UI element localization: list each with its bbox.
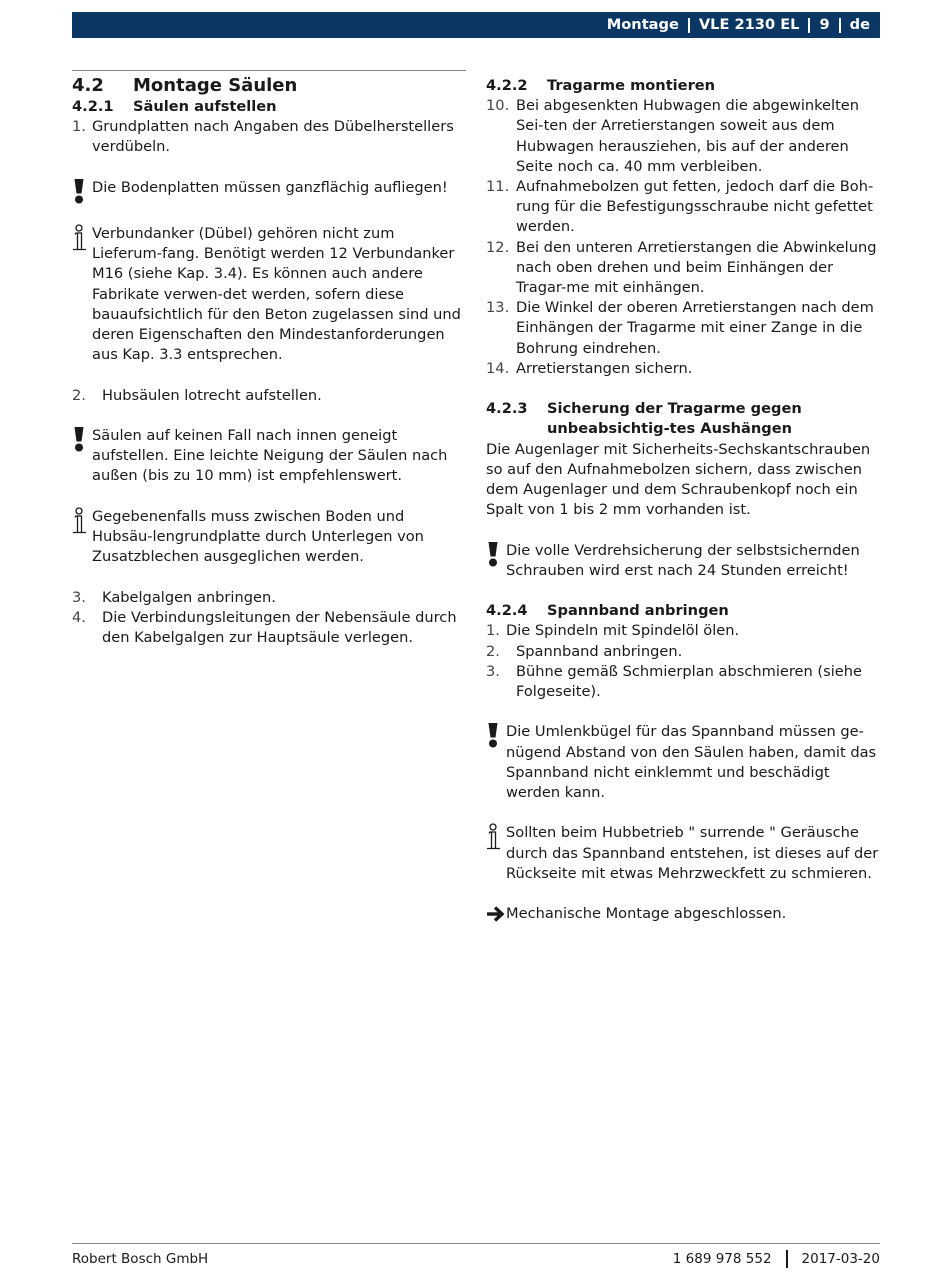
- warning-text: Säulen auf keinen Fall nach innen geneigt aufstellen. Eine leichte Neigung der Säulen nach außen (bis zu 10 mm) ist empfehlenswert.: [92, 426, 448, 485]
- warning-note: [486, 541, 880, 581]
- list-text: Aufnahmebolzen gut fetten, jedoch darf die Boh-rung für die Befestigungsschraube nicht gefettet werden.: [516, 178, 874, 236]
- footer-rule: [72, 1243, 880, 1244]
- info-icon: [72, 507, 92, 568]
- list-item: [486, 96, 880, 177]
- list-number: 3.: [486, 662, 500, 680]
- list-number: 2.: [486, 642, 500, 660]
- section-number: 4.2: [72, 75, 104, 96]
- list-text: Hubsäulen lotrecht aufstellen.: [102, 386, 322, 404]
- list-text: Bühne gemäß Schmierplan abschmieren (siehe Folgeseite).: [516, 662, 862, 701]
- list-number: 13.: [486, 299, 510, 317]
- info-text: Sollten beim Hubbetrieb " surrende " Geräusche durch das Spannband entstehen, ist dieses auf der Rückseite mit etwas Mehrzweckfett zu schmieren.: [506, 824, 879, 882]
- list-item: [486, 621, 880, 641]
- exclamation-icon: [486, 541, 506, 581]
- result-text: Mechanische Montage abgeschlossen.: [506, 905, 787, 923]
- subsection-title: Tragarme montieren: [547, 77, 716, 94]
- list-number: 2.: [72, 386, 86, 404]
- header-separator: [839, 18, 841, 33]
- subsection-title: Sicherung der Tragarme gegen unbeabsichtig-tes Aushängen: [547, 400, 802, 438]
- footer-info: [673, 1249, 880, 1269]
- section-heading-4-2: [72, 75, 466, 97]
- list-item: [486, 177, 880, 238]
- warning-note: [72, 178, 466, 204]
- info-note: [72, 224, 466, 365]
- list-text: Bei den unteren Arretierstangen die Abwinkelung nach oben drehen und beim Einhängen der Tragar-me mit einhängen.: [516, 238, 877, 297]
- subsection-number: 4.2.2: [486, 77, 528, 94]
- subsection-heading-4-2-2: [486, 76, 880, 96]
- list-text: Die Winkel der oberen Arretierstangen nach dem Einhängen der Tragarme mit einer Zange in die Bohrung eindrehen.: [516, 299, 874, 357]
- list-item: [72, 608, 466, 648]
- list-item: [72, 386, 466, 406]
- footer-date: 2017-03-20: [801, 1251, 880, 1267]
- list-text: Die Spindeln mit Spindelöl ölen.: [506, 622, 740, 640]
- footer-doc-number: 1 689 978 552: [672, 1251, 772, 1267]
- header-separator: [808, 18, 810, 33]
- subsection-title: Spannband anbringen: [547, 602, 729, 620]
- subsection-heading-4-2-3: [486, 399, 880, 439]
- header-language: de: [849, 15, 870, 33]
- list-text: Kabelgalgen anbringen.: [102, 588, 276, 606]
- list-item: [72, 117, 466, 157]
- list-number: 1.: [486, 622, 500, 640]
- subsection-number: 4.2.3: [486, 400, 528, 418]
- warning-note: [486, 722, 880, 803]
- list-text: Spannband anbringen.: [516, 642, 683, 660]
- info-icon: [486, 823, 506, 884]
- list-text: Arretierstangen sichern.: [516, 359, 693, 377]
- list-text: Die Verbindungsleitungen der Nebensäule durch den Kabelgalgen zur Hauptsäule verlegen.: [102, 608, 457, 646]
- info-note: [72, 507, 466, 568]
- exclamation-icon: [486, 722, 506, 803]
- list-text: Grundplatten nach Angaben des Dübelherstellers verdübeln.: [92, 118, 454, 156]
- list-number: 12.: [486, 238, 510, 256]
- section-title: Montage Säulen: [133, 75, 298, 96]
- left-column: [72, 70, 466, 648]
- info-note: [486, 823, 880, 884]
- list-item: [486, 662, 880, 702]
- section-rule: [72, 70, 466, 71]
- subsection-heading-4-2-1: [72, 97, 466, 117]
- list-item: [486, 238, 880, 299]
- paragraph: Die Augenlager mit Sicherheits-Sechskantschrauben so auf den Aufnahmebolzen sichern, dass zwischen dem Augenlager und dem Schraubenkopf noch ein Spalt von 1 bis 2 mm vorhanden ist.: [486, 440, 871, 519]
- list-number: 10.: [486, 97, 510, 115]
- footer-separator: [786, 1250, 788, 1268]
- exclamation-icon: [72, 178, 92, 204]
- list-number: 11.: [486, 178, 510, 196]
- arrow-right-icon: [486, 904, 506, 924]
- list-number: 4.: [72, 608, 86, 626]
- list-item: [486, 298, 880, 359]
- info-text: Gegebenenfalls muss zwischen Boden und Hubsäu-lengrundplatte durch Unterlegen von Zusatzblechen ausgeglichen werden.: [92, 507, 424, 566]
- page-header: [72, 12, 880, 38]
- header-separator: [688, 18, 690, 33]
- header-section: Montage: [606, 15, 679, 33]
- header-model: VLE 2130 EL: [698, 15, 800, 33]
- list-number: 1.: [72, 118, 86, 136]
- subsection-number: 4.2.1: [72, 98, 114, 115]
- right-column: [486, 76, 880, 924]
- list-text: Bei abgesenkten Hubwagen die abgewinkelten Sei-ten der Arretierstangen soweit aus dem Hubwagen herausziehen, bis auf der anderen Seite noch ca. 40 mm verbleiben.: [516, 97, 860, 175]
- list-item: [486, 359, 880, 379]
- exclamation-icon: [72, 426, 92, 487]
- subsection-heading-4-2-4: [486, 601, 880, 621]
- list-number: 14.: [486, 359, 510, 377]
- header-page-number: 9: [819, 15, 830, 33]
- list-item: [72, 588, 466, 608]
- info-text: Verbundanker (Dübel) gehören nicht zum Lieferum-fang. Benötigt werden 12 Verbundanker M16 (siehe Kap. 3.4). Es können auch andere Fabrikate verwen-det werden, sofern diese bauaufsichtlich für den Beton zugelassen sind und deren Eigenschaften den Mindestanforderungen aus Kap. 3.3 entsprechen.: [92, 224, 461, 364]
- warning-text: Die volle Verdrehsicherung der selbstsichernden Schrauben wird erst nach 24 Stunden erreicht!: [506, 541, 860, 579]
- result-note: [486, 904, 880, 924]
- subsection-number: 4.2.4: [486, 602, 528, 620]
- list-number: 3.: [72, 588, 86, 606]
- warning-text: Die Bodenplatten müssen ganzflächig aufliegen!: [92, 178, 448, 196]
- warning-note: [72, 426, 466, 487]
- list-item: [486, 642, 880, 662]
- warning-text: Die Umlenkbügel für das Spannband müssen ge-nügend Abstand von den Säulen haben, damit das Spannband nicht einklemmt und beschädigt werden kann.: [506, 723, 877, 802]
- footer-company: Robert Bosch GmbH: [72, 1251, 209, 1267]
- subsection-title: Säulen aufstellen: [133, 98, 277, 115]
- info-icon: [72, 224, 92, 365]
